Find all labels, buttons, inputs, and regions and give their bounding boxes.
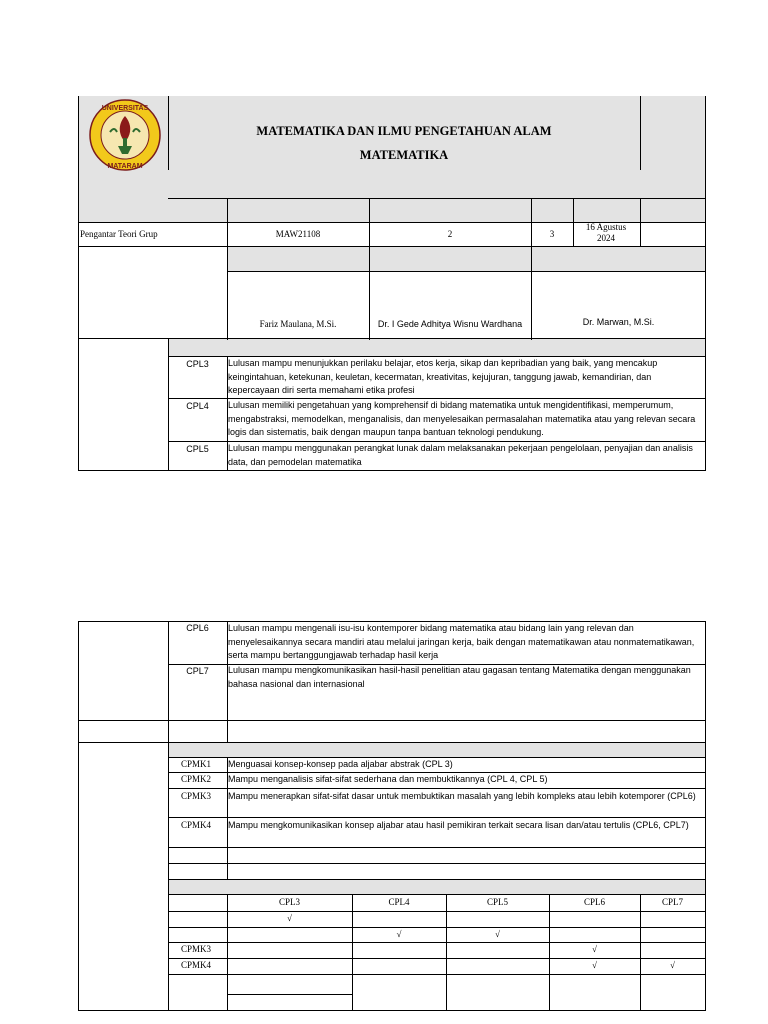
university-logo <box>88 98 162 172</box>
cpmk-code: CPMK4 <box>181 820 212 830</box>
cpl-code: CPL3 <box>186 359 209 369</box>
check-mark: √ <box>396 929 402 939</box>
gray-row <box>168 742 706 757</box>
cpmk-code: CPMK2 <box>181 774 212 784</box>
course-code: MAW21108 <box>275 229 321 239</box>
check-mark: √ <box>495 929 500 939</box>
cpl-text: Lulusan mampu mengkomunikasikan hasil-hasil penelitian atau gagasan tentang Matematika dengan menggunakan bahasa nasional dan internasional <box>228 665 691 689</box>
faculty-title: MATEMATIKA DAN ILMU PENGETAHUAN ALAM <box>256 124 552 138</box>
cpl-text: Lulusan mampu menunjukkan perilaku belajar, etos kerja, sikap dan kepribadian yang baik, yang mencakup keingintahuan, ketekunan, keuletan, kecermatan, kreativitas, kejujuran, tanggung jawab, kemandirian, dan kepercayaan diri serta memahami etika profesi <box>228 358 658 395</box>
cpmk-text: Mampu menganalisis sifat-sifat sederhana dan membuktikannya (CPL 4, CPL 5) <box>228 774 548 784</box>
cpmk-code: CPMK1 <box>181 759 212 769</box>
gray-row <box>227 247 706 271</box>
cpmk-text: Menguasai konsep-konsep pada aljabar abstrak (CPL 3) <box>228 759 453 769</box>
matrix-header: CPL5 <box>486 897 508 907</box>
matrix-header: CPL7 <box>661 897 683 907</box>
matrix-header: CPL3 <box>278 897 300 907</box>
cpl-code: CPL7 <box>186 666 209 676</box>
matrix-row-label: CPMK3 <box>181 944 212 954</box>
cpl-code: CPL5 <box>186 444 209 454</box>
matrix-row-label: CPMK4 <box>181 960 212 970</box>
cpl-code: CPL4 <box>186 401 209 411</box>
cpl-text: Lulusan mampu mengenali isu-isu kontemporer bidang matematika atau bidang lain yang relevan dan menyelesaikannya secara mandiri atau melalui jaringan kerja, baik dengan matematikawan atau nonmatematikawan, serta mampu bertanggungjawab terhadap hasil kerja <box>228 623 695 660</box>
cpmk-text: Mampu menerapkan sifat-sifat dasar untuk membuktikan masalah yang lebih kompleks atau lebih kotemporer (CPL6) <box>228 791 696 801</box>
course-semester: 3 <box>549 229 555 239</box>
matrix-header: CPL4 <box>388 897 410 907</box>
cpl-text: Lulusan memiliki pengetahuan yang komprehensif di bidang matematika untuk mengidentifikasi, memperumum, mengabstraksi, memodelkan, menganalisis, dan menyelesaikan permasalahan matematika atau yang relevan secara logis dan sistematis, baik dengan maupun tanpa bantuan teknologi pendukung. <box>228 400 696 437</box>
cpmk-text: Mampu mengkomunikasikan konsep aljabar atau hasil pemikiran terkait secara lisan dan/atau tertulis (CPL6, CPL7) <box>228 820 689 830</box>
cpl-text: Lulusan mampu menggunakan perangkat lunak dalam melaksanakan pekerjaan pengelolaan, penyajian dan analisis data, dan pemodelan matematika <box>228 443 693 467</box>
cpmk-code: CPMK3 <box>181 791 212 801</box>
program-title: MATEMATIKA <box>359 148 449 162</box>
check-mark: √ <box>592 960 597 970</box>
matrix-header: CPL6 <box>583 897 605 907</box>
gray-row <box>168 338 706 356</box>
check-mark: √ <box>592 944 597 954</box>
course-credits: 2 <box>447 229 453 239</box>
developer-name: Fariz Maulana, M.Si. <box>259 319 337 329</box>
gray-row <box>168 879 706 894</box>
svg-text:MATARAM: MATARAM <box>107 163 143 170</box>
svg-text:UNIVERSITAS: UNIVERSITAS <box>101 105 149 112</box>
course-name: Pengantar Teori Grup <box>80 229 158 239</box>
check-mark: √ <box>670 960 675 970</box>
cpl-code: CPL6 <box>186 623 209 633</box>
coordinator-name: Dr. I Gede Adhitya Wisnu Wardhana <box>377 319 523 329</box>
check-mark: √ <box>287 913 292 923</box>
head-name: Dr. Marwan, M.Si. <box>582 317 655 327</box>
course-date: 16 Agustus 2024 <box>585 222 627 243</box>
